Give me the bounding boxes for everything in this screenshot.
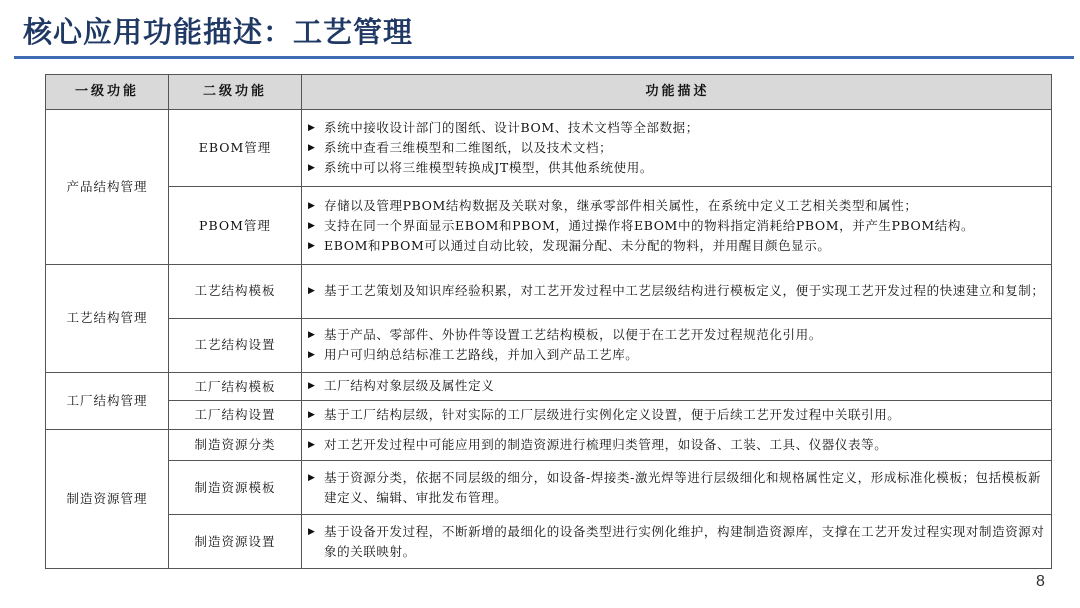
description-line (308, 345, 1047, 365)
description-line (308, 118, 1047, 138)
level2-function-cell: 工厂结构模板 (169, 372, 302, 400)
triangle-bullet-icon: ▶ (308, 439, 315, 450)
description-line (308, 138, 1047, 158)
triangle-bullet-icon: ▶ (308, 350, 315, 361)
triangle-bullet-icon: ▶ (308, 163, 315, 174)
description-line (308, 158, 1047, 178)
description-cell (302, 429, 1052, 461)
description-text: 基于工厂结构层级，针对实际的工厂层级进行实例化定义设置，便于后续工艺开发过程中关联引用。 (324, 406, 901, 422)
function-table (45, 74, 1052, 569)
description-cell (302, 461, 1052, 515)
table-row (46, 461, 1052, 515)
triangle-bullet-icon: ▶ (308, 409, 315, 420)
level2-function-cell: 制造资源分类 (169, 429, 302, 461)
description-line (308, 376, 1047, 396)
table-row (46, 187, 1052, 264)
table-row (46, 372, 1052, 400)
description-text: EBOM和PBOM可以通过自动比较，发现漏分配、未分配的物料，并用醒目颜色显示。 (324, 237, 831, 253)
description-cell (302, 110, 1052, 187)
description-cell (302, 318, 1052, 372)
description-cell (302, 401, 1052, 429)
table-row (46, 515, 1052, 569)
description-text: 用户可归纳总结标准工艺路线，并加入到产品工艺库。 (324, 347, 639, 363)
page-number: 8 (1036, 573, 1045, 590)
description-cell (302, 372, 1052, 400)
table-body (46, 110, 1052, 569)
description-line (308, 522, 1047, 561)
triangle-bullet-icon: ▶ (308, 381, 315, 392)
description-line (308, 236, 1047, 256)
description-line (308, 435, 1047, 455)
description-text: 工厂结构对象层级及属性定义 (324, 378, 495, 394)
title-underline (14, 56, 1074, 59)
description-line (308, 281, 1047, 301)
level2-function-cell: EBOM管理 (169, 110, 302, 187)
description-line (308, 325, 1047, 345)
description-line (308, 196, 1047, 216)
description-line (308, 405, 1047, 425)
triangle-bullet-icon: ▶ (308, 330, 315, 341)
table-row (46, 110, 1052, 187)
description-cell (302, 264, 1052, 318)
level2-function-cell: 工厂结构设置 (169, 401, 302, 429)
description-text: 存储以及管理PBOM结构数据及关联对象，继承零部件相关属性，在系统中定义工艺相关类型和属性； (324, 197, 918, 213)
triangle-bullet-icon: ▶ (308, 200, 315, 211)
level1-function-cell: 制造资源管理 (46, 429, 169, 568)
level2-function-cell: 制造资源设置 (169, 515, 302, 569)
description-line (308, 216, 1047, 236)
description-text: 系统中接收设计部门的图纸、设计BOM、技术文档等全部数据； (324, 120, 699, 136)
triangle-bullet-icon: ▶ (308, 143, 315, 154)
description-text: 基于设备开发过程，不断新增的最细化的设备类型进行实例化维护，构建制造资源库，支撑在工艺开发过程实现对制造资源对象的关联映射。 (324, 524, 1045, 559)
level2-function-cell: 工艺结构设置 (169, 318, 302, 372)
table-row (46, 401, 1052, 429)
header-level1: 一级功能 (46, 75, 169, 110)
description-cell (302, 187, 1052, 264)
header-level2: 二级功能 (169, 75, 302, 110)
description-text: 系统中可以将三维模型转换成JT模型，供其他系统使用。 (324, 160, 653, 176)
level2-function-cell: 制造资源模板 (169, 461, 302, 515)
description-text: 系统中查看三维模型和二维图纸，以及技术文档； (324, 140, 613, 156)
description-text: 基于工艺策划及知识库经验积累，对工艺开发过程中工艺层级结构进行模板定义，便于实现工艺开发过程的快速建立和复制； (324, 283, 1045, 299)
level1-function-cell: 产品结构管理 (46, 110, 169, 265)
description-cell (302, 515, 1052, 569)
table-header-row (46, 75, 1052, 110)
description-line (308, 468, 1047, 507)
description-text: 基于产品、零部件、外协件等设置工艺结构模板，以便于在工艺开发过程规范化引用。 (324, 327, 822, 343)
triangle-bullet-icon: ▶ (308, 473, 315, 484)
level2-function-cell: 工艺结构模板 (169, 264, 302, 318)
triangle-bullet-icon: ▶ (308, 527, 315, 538)
description-text: 支持在同一个界面显示EBOM和PBOM，通过操作将EBOM中的物料指定消耗给PBOM，并产生PBOM结构。 (324, 217, 975, 233)
triangle-bullet-icon: ▶ (308, 240, 315, 251)
header-description: 功能描述 (302, 75, 1052, 110)
description-text: 对工艺开发过程中可能应用到的制造资源进行梳理归类管理，如设备、工装、工具、仪器仪表等。 (324, 436, 888, 452)
level1-function-cell: 工厂结构管理 (46, 372, 169, 429)
triangle-bullet-icon: ▶ (308, 123, 315, 134)
triangle-bullet-icon: ▶ (308, 220, 315, 231)
level2-function-cell: PBOM管理 (169, 187, 302, 264)
triangle-bullet-icon: ▶ (308, 286, 315, 297)
description-text: 基于资源分类，依据不同层级的细分，如设备-焊接类-激光焊等进行层级细化和规格属性定义，形成标准化模板；包括模板新建定义、编辑、审批发布管理。 (324, 470, 1042, 505)
table-row (46, 318, 1052, 372)
slide-title: 核心应用功能描述：工艺管理 (23, 15, 414, 49)
table-row (46, 429, 1052, 461)
table-row (46, 264, 1052, 318)
level1-function-cell: 工艺结构管理 (46, 264, 169, 372)
